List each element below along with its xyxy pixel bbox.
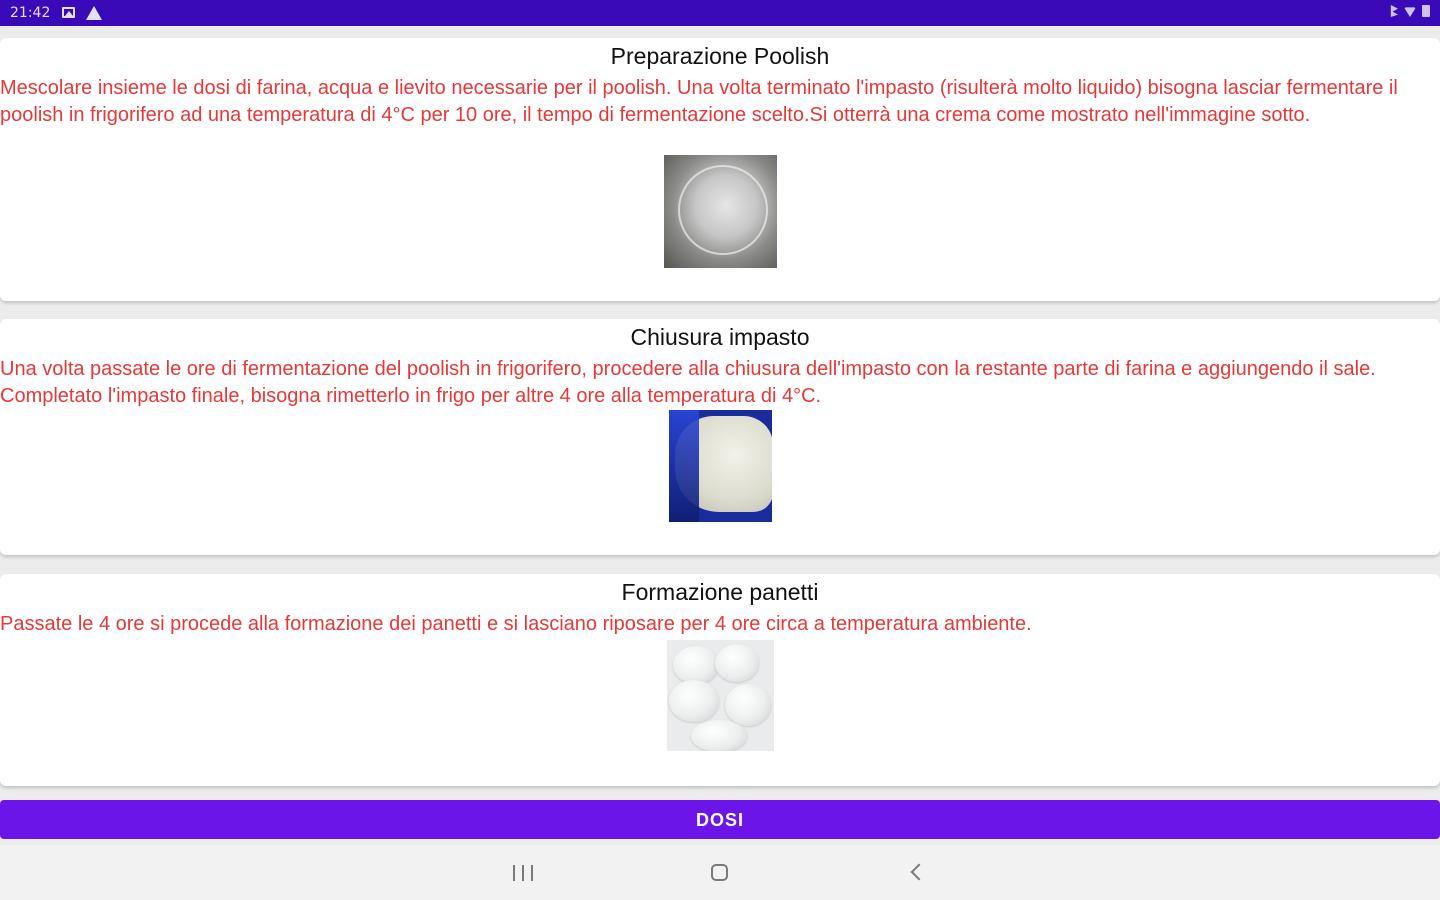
dough-ball — [691, 720, 747, 751]
battery-icon — [1422, 5, 1430, 17]
step-title: Preparazione Poolish — [610, 43, 830, 69]
wifi-icon — [1404, 5, 1416, 17]
dough-photo — [669, 410, 772, 522]
step-title: Chiusura impasto — [630, 324, 810, 350]
step-description: Una volta passate le ore di fermentazione del poolish in frigorifero, procedere alla chiusura dell'impasto con la restante parte di farina e aggiungendo il sale. Completato l'impasto finale, bisogna rimetterlo in frigo per altre 4 ore alla temperatura di 4°C. — [0, 358, 1376, 407]
step-card-panetti — [0, 574, 1440, 786]
image-icon — [62, 7, 75, 18]
steps-list[interactable] — [0, 26, 1440, 800]
dough-ball — [725, 684, 771, 726]
step-title: Formazione panetti — [621, 579, 819, 605]
dough-ball — [715, 644, 759, 682]
recents-icon[interactable] — [513, 865, 533, 881]
back-icon[interactable] — [911, 864, 928, 881]
dosi-button[interactable]: DOSI — [0, 800, 1440, 839]
panetti-photo — [667, 640, 774, 751]
step-description: Mescolare insieme le dosi di farina, acqua e lievito necessarie per il poolish. Una volta terminato l'impasto (risulterà molto liquido) bisogna lasciar fermentare il poolish in frigorifero ad una temperatura di 4°C per 10 ore, il tempo di fermentazione scelto.Si otterrà una crema come mostrato nell'immagine sotto. — [0, 77, 1398, 126]
step-description: Passate le 4 ore si procede alla formazione dei panetti e si lasciano riposare per 4 ore circa a temperatura ambiente. — [0, 613, 1032, 635]
status-time: 21:42 — [10, 5, 51, 21]
dough-ball — [669, 680, 719, 722]
home-icon[interactable] — [711, 864, 728, 881]
status-bar — [0, 0, 1440, 26]
navigation-bar — [0, 845, 1440, 900]
step-card-chiusura — [0, 319, 1440, 555]
step-card-poolish — [0, 38, 1440, 301]
dough-ball — [673, 646, 719, 684]
poolish-photo — [664, 155, 777, 268]
status-right-icons — [1386, 5, 1430, 17]
bluetooth-icon — [1386, 5, 1398, 17]
drive-icon — [86, 6, 102, 20]
